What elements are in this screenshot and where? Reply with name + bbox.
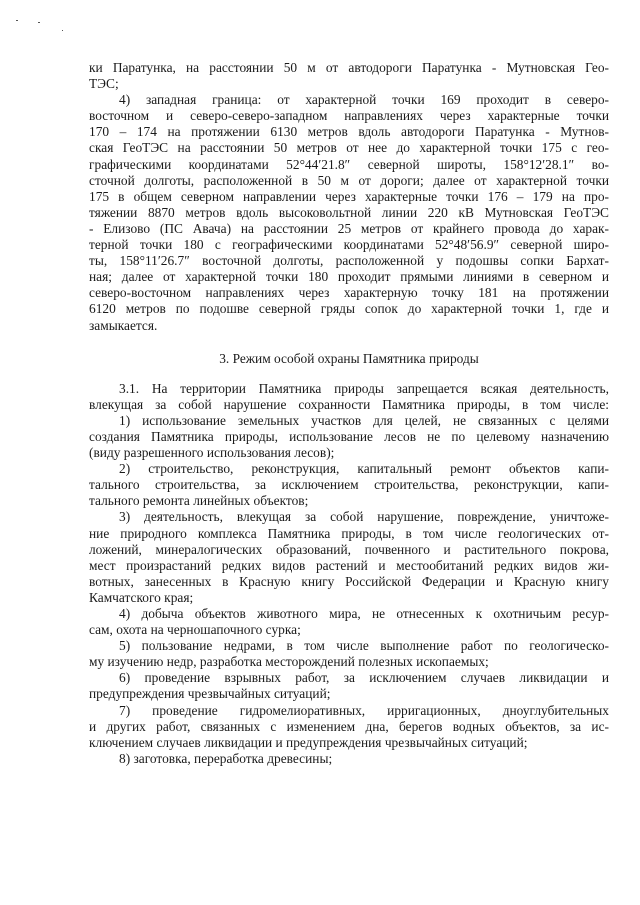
text-line: влекущая за собой нарушение сохранности Памятника природы, в том числе: <box>89 396 609 412</box>
text-line: 6120 метров по подошве северной гряды сопок до характерной точки 1, где и <box>89 301 609 317</box>
text-line: 4) западная граница: от характерной точки 169 проходит в северо- <box>119 92 609 108</box>
text-line: тяжении 8870 метров вдоль высоковольтной линии 220 кВ Мутновская ГеоТЭС <box>89 204 609 220</box>
text-line: создания Памятника природы, использование лесов не по целевому назначению <box>89 428 609 444</box>
text-line: 3) деятельность, влекущая за собой нарушение, повреждение, уничтоже- <box>119 509 609 525</box>
text-line: 4) добыча объектов животного мира, не отнесенных к охотничьим ресур- <box>119 606 609 621</box>
intro-paragraph <box>89 60 609 92</box>
text-line: графическими координатами 52°44′21.8″ северной широты, 158°12′28.1″ во- <box>89 156 609 172</box>
text-line: вотных, занесенных в Красную книгу Российской Федерации и Красную книгу <box>89 573 609 589</box>
text-line: 170 – 174 на протяжении 6130 метров вдоль автодороги Паратунка - Мутнов- <box>89 124 609 140</box>
section-3-body <box>89 381 609 767</box>
text-line: Камчатского края; <box>89 589 194 605</box>
section-heading: 3. Режим особой охраны Памятника природы <box>219 350 479 366</box>
scan-speck <box>16 20 18 21</box>
text-line: сам, охота на черношапочного сурка; <box>89 622 301 638</box>
text-line: - Елизово (ПС Авача) на расстоянии 25 метров от крайнего провода до харак- <box>89 220 609 236</box>
text-line: тального строительства, за исключением строительства, реконструкции, капи- <box>89 477 609 493</box>
text-line: (виду разрешенного использования лесов); <box>89 445 335 461</box>
text-line: 7) проведение гидромелиоративных, ирригационных, дноуглубительных <box>119 702 609 718</box>
text-line: ты, 158°11′26.7″ восточной долготы, расположенной у подошвы сопки Бархат- <box>89 253 609 269</box>
text-line: мест произрастаний редких видов растений и местообитаний редких видов жи- <box>89 557 609 573</box>
text-line: 5) пользование недрами, в том числе выполнение работ по геологическо- <box>119 638 609 654</box>
scan-speck <box>38 22 40 23</box>
scan-speck <box>62 30 63 31</box>
text-line: му изучению недр, разработка месторождений полезных ископаемых; <box>89 654 489 670</box>
text-line: сточной долготы, расположенной в 50 м от дороги; далее от характерной точки <box>89 172 609 188</box>
text-line: ная; далее от характерной точки 180 проходит прямыми линиями в северном и <box>89 269 609 285</box>
text-line: ложений, минералогических образований, почвенного и растительного покрова, <box>89 541 609 557</box>
document-page <box>89 60 609 767</box>
text-line: северо-восточном направлениях через характерную точку 181 на протяжении <box>89 285 609 301</box>
text-line: 3.1. На территории Памятника природы запрещается всякая деятельность, <box>119 380 609 396</box>
text-line: 1) использование земельных участков для целей, не связанных с целями <box>119 412 609 428</box>
text-line: ТЭС; <box>89 76 119 92</box>
text-line: 8) заготовка, переработка древесины; <box>119 750 333 766</box>
text-line: 6) проведение взрывных работ, за исключением случаев ликвидации и <box>119 670 609 686</box>
text-line: и других работ, связанных с изменением дна, берегов водных объектов, за ис- <box>89 718 609 734</box>
text-line: 175 в общем северном направлении через характерные точки 176 – 179 на про- <box>89 188 609 204</box>
text-line: предупреждения чрезвычайных ситуаций; <box>89 686 331 702</box>
text-line: ние природного комплекса Памятника природы, в том числе геологических от- <box>89 525 609 541</box>
text-line: замыкается. <box>89 317 158 333</box>
western-boundary-paragraph <box>89 92 609 333</box>
text-line: ская ГеоТЭС на расстоянии 50 метров от нее до характерной точки 175 с гео- <box>89 140 609 156</box>
text-line: ки Паратунка, на расстоянии 50 м от автодороги Паратунка - Мутновская Гео- <box>89 60 609 75</box>
text-line: тального ремонта линейных объектов; <box>89 493 309 509</box>
text-line: терной точки 180 с географическими координатами 52°48′56.9″ северной широ- <box>89 237 609 253</box>
text-line: ключением случаев ликвидации и предупреждения чрезвычайных ситуаций; <box>89 734 528 750</box>
text-line: восточном и северо-северо-западном направлениях через характерные точки <box>89 108 609 124</box>
text-line: 2) строительство, реконструкция, капитальный ремонт объектов капи- <box>119 461 609 477</box>
